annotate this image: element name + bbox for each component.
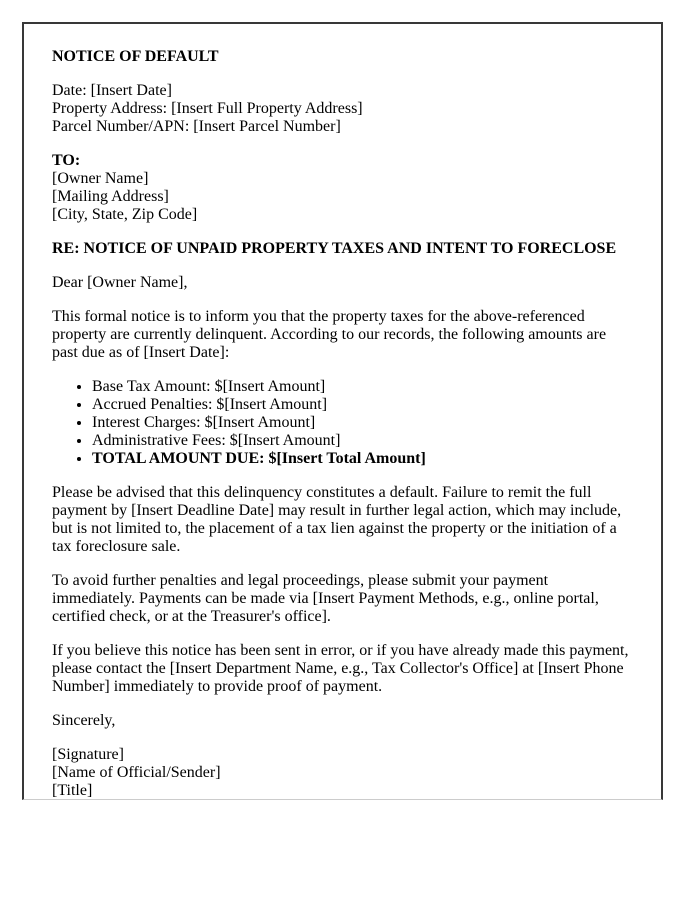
list-item-administrative-fees: • Administrative Fees: $[Insert Amount] [92,432,633,450]
signature-line: [Signature] [52,746,124,763]
signature-block [52,746,633,800]
paragraph-intro: This formal notice is to inform you that the property taxes for the above-referenced property are currently delinquent. According to our records, the following amounts are past due as of [Insert Date]: [52,308,607,361]
paragraph-default: Please be advised that this delinquency constitutes a default. Failure to remit the full payment by [Insert Deadline Date] may result in further legal action, which may include, but is not limited to, the placement of a tax lien against the property or the initiation of a tax foreclosure sale. [52,484,622,555]
paragraph-payment: To avoid further penalties and legal proceedings, please submit your payment immediately. Payments can be made via [Insert Payment Methods, e.g., online portal, certified check, or at the Treasurer's office]. [52,572,599,625]
meta-parcel-number-line: Parcel Number/APN: [Insert Parcel Number] [52,118,341,135]
to-label: TO: [52,152,81,169]
recipient-owner-name: [Owner Name] [52,170,149,187]
amounts-list [52,378,633,468]
list-item-accrued-penalties: • Accrued Penalties: $[Insert Amount] [92,396,633,414]
salutation: Dear [Owner Name], [52,274,188,291]
title-line: [Title] [52,782,93,799]
paragraph-error: If you believe this notice has been sent in error, or if you have already made this payment, please contact the [Insert Department Name, e.g., Tax Collector's Office] at [Insert Phone Number] immediately to provide proof of payment. [52,642,629,695]
meta-block [52,82,633,136]
meta-property-address-line: Property Address: [Insert Full Property Address] [52,100,363,117]
recipient-block [52,152,633,224]
list-item-total-amount-due: • TOTAL AMOUNT DUE: $[Insert Total Amount] [92,450,633,468]
list-item-base-tax: • Base Tax Amount: $[Insert Amount] [92,378,633,396]
meta-date-line: Date: [Insert Date] [52,82,172,99]
official-name-line: [Name of Official/Sender] [52,764,221,781]
notice-of-default-letter [22,22,663,800]
recipient-mailing-address: [Mailing Address] [52,188,169,205]
letter-title: NOTICE OF DEFAULT [52,48,219,65]
closing: Sincerely, [52,712,116,729]
recipient-city-state-zip: [City, State, Zip Code] [52,206,198,223]
list-item-interest-charges: • Interest Charges: $[Insert Amount] [92,414,633,432]
subject-line: RE: NOTICE OF UNPAID PROPERTY TAXES AND INTENT TO FORECLOSE [52,240,617,257]
